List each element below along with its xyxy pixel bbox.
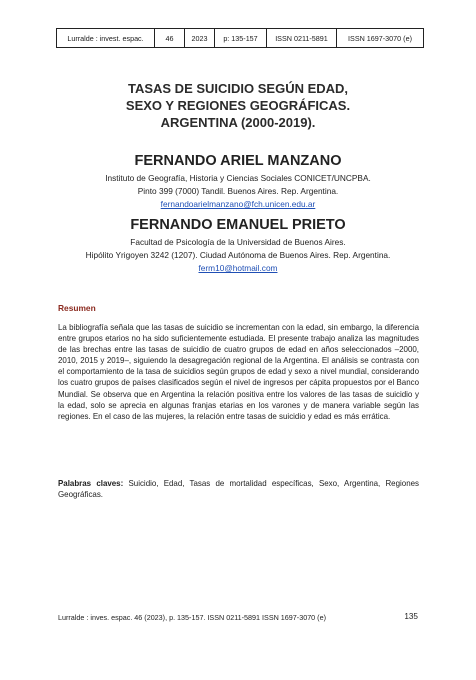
abstract-body: La bibliografía señala que las tasas de suicidio se incrementan con la edad, sin embargo, la diferencia entre grupos etarios no ha sido suficientemente estudiada. El presente trabajo analiza las magnitudes de las brechas entre las tasas de suicidio de cuatro grupos de edad en años seleccionados –2000, 2010, 2015 y 2019–, siguiendo la desagregación regional de la Argentina. El análisis se contrasta con el comportamiento de la tasa de suicidios según grupos de edad y sexo a nivel mundial, considerando los cuatro grupos de países clasificados según el nivel de ingresos per cápita propuestos por el Banco Mundial. Se observa que en Argentina la relación positiva entre los valores de las tasas de suicidio y la edad, solo se aprecia en algunas franjas etarias en los varones y de manera variable según las regiones. En el caso de las mujeres, la relación entre tasas de suicidio y edad es más errática. [58,323,419,421]
affiliation-line: Facultad de Psicología de la Universidad de Buenos Aires. [130,237,346,247]
author-email-link-2[interactable]: ferm10@hotmail.com [198,263,278,273]
author-affiliation-1 [0,172,476,211]
title-line: ARGENTINA (2000-2019). [160,115,316,130]
affiliation-line: Instituto de Geografía, Historia y Ciencias Sociales CONICET/UNCPBA. [105,173,371,183]
header-volume: 46 [155,29,185,47]
header-pages: p: 135-157 [215,29,267,47]
header-year: 2023 [185,29,215,47]
page-number: 135 [404,612,418,621]
author-affiliation-2 [0,236,476,275]
header-issn-print: ISSN 0211-5891 [267,29,337,47]
affiliation-line: Hipólito Yrigoyen 3242 (1207). Ciudad Autónoma de Buenos Aires. Rep. Argentina. [85,250,391,260]
author-name-2: FERNANDO EMANUEL PRIETO [130,217,346,233]
keywords-paragraph [58,478,419,500]
header-journal: Lurralde : invest. espac. [57,29,155,47]
article-title [0,80,476,131]
author-name-1: FERNANDO ARIEL MANZANO [134,153,342,169]
keywords-text: Suicidio, Edad, Tasas de mortalidad específicas, Sexo, Argentina, Regiones Geográficas. [58,479,419,500]
author-email-link-1[interactable]: fernandoarielmanzano@fch.unicen.edu.ar [160,199,316,209]
title-line: SEXO Y REGIONES GEOGRÁFICAS. [125,98,351,113]
affiliation-line: Pinto 399 (7000) Tandil. Buenos Aires. Rep. Argentina. [137,186,339,196]
abstract-heading: Resumen [58,303,96,313]
keywords-label: Palabras claves: [58,479,124,488]
footer-citation: Lurralde : inves. espac. 46 (2023), p. 135-157. ISSN 0211-5891 ISSN 1697-3070 (e) [58,613,326,622]
title-line: TASAS DE SUICIDIO SEGÚN EDAD, [127,81,349,96]
journal-header-table [56,28,424,48]
header-issn-online: ISSN 1697-3070 (e) [348,33,412,43]
